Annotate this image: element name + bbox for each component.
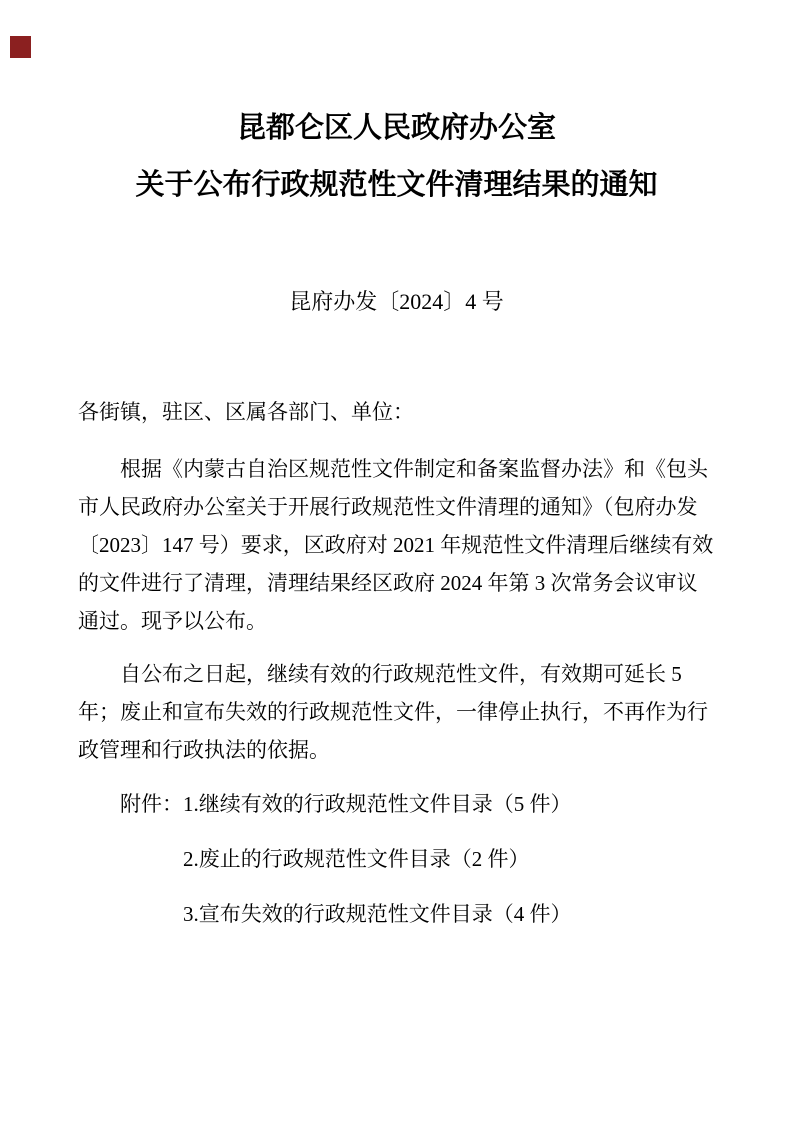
paragraph-1-line-5: 通过。现予以公布。 (78, 609, 267, 633)
document-title (0, 108, 793, 205)
attachment-item-1: 附件：1.继续有效的行政规范性文件目录（5 件） (120, 792, 572, 816)
paragraph-1-line-2: 市人民政府办公室关于开展行政规范性文件清理的通知》（包府办发 (78, 495, 698, 519)
document-number: 昆府办发〔2024〕4 号 (289, 289, 504, 314)
salutation: 各街镇，驻区、区属各部门、单位： (78, 400, 414, 424)
paragraph-2-line-3: 政管理和行政执法的依据。 (78, 738, 330, 762)
paragraph-1-line-3: 〔2023〕147 号）要求，区政府对 2021 年规范性文件清理后继续有效 (78, 533, 714, 557)
red-square-marker (10, 36, 31, 58)
paragraph-1-line-1: 根据《内蒙古自治区规范性文件制定和备案监督办法》和《包头 (120, 457, 708, 481)
attachment-item-3: 3.宣布失效的行政规范性文件目录（4 件） (183, 902, 572, 926)
attachment-item-2: 2.废止的行政规范性文件目录（2 件） (183, 847, 530, 871)
paragraph-2 (78, 655, 715, 769)
title-line-1: 昆都仑区人民政府办公室 (236, 112, 556, 144)
title-line-2: 关于公布行政规范性文件清理结果的通知 (135, 169, 658, 201)
paragraph-1-line-4: 的文件进行了清理，清理结果经区政府 2024 年第 3 次常务会议审议 (78, 571, 698, 595)
paragraph-2-line-2: 年；废止和宣布失效的行政规范性文件，一律停止执行，不再作为行 (78, 700, 708, 724)
paragraph-2-line-1: 自公布之日起，继续有效的行政规范性文件，有效期可延长 5 (120, 662, 682, 686)
paragraph-1 (78, 450, 715, 640)
